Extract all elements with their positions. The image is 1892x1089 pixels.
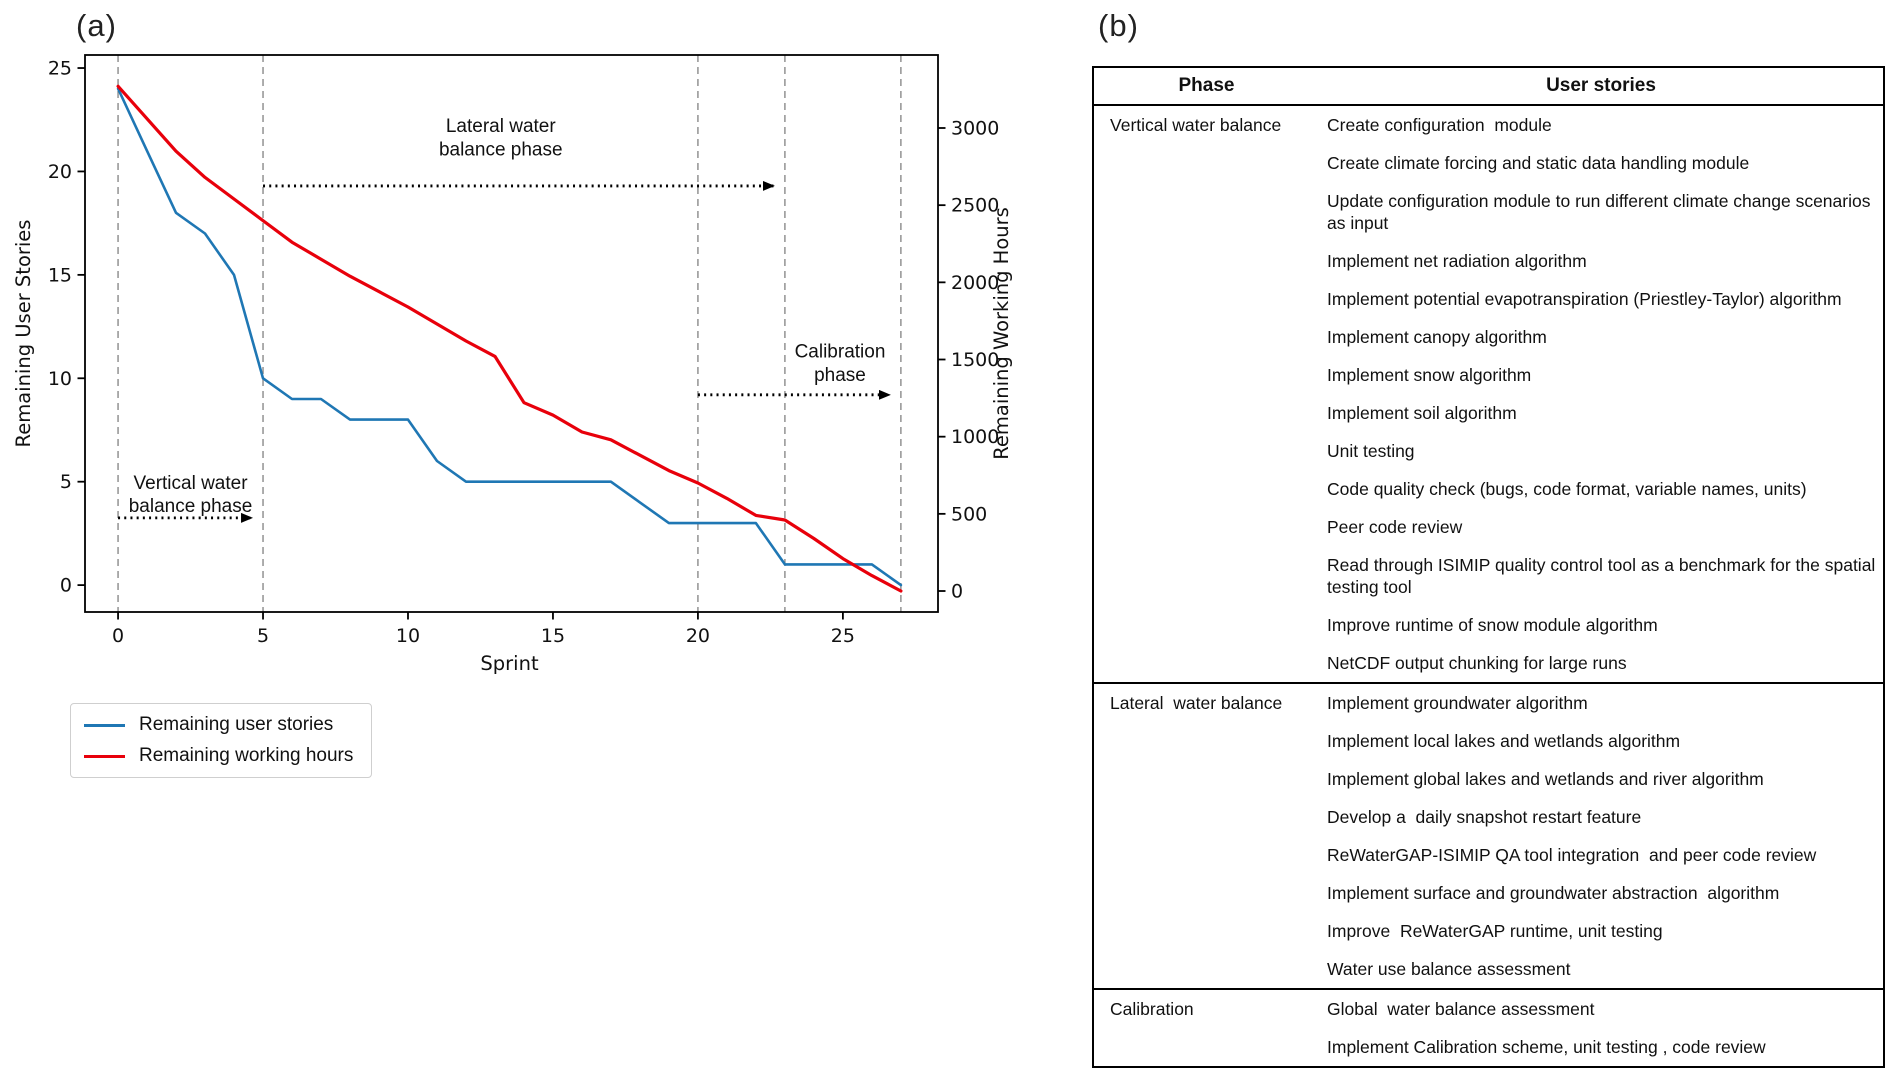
left-tick-label: 25	[47, 57, 72, 80]
chart-legend	[70, 703, 372, 778]
legend-label: Remaining user stories	[139, 714, 334, 735]
table-row	[1093, 912, 1884, 950]
legend-item	[84, 714, 353, 736]
story-cell: NetCDF output chunking for large runs	[1327, 653, 1627, 673]
table-row	[1093, 508, 1884, 546]
phase-cell	[1093, 722, 1319, 760]
right-tick-label: 2000	[951, 271, 1000, 294]
x-tick-label: 15	[540, 625, 566, 647]
phase-cell	[1093, 546, 1319, 606]
table-row	[1093, 280, 1884, 318]
x-tick-label: 25	[830, 625, 855, 647]
story-cell: Improve runtime of snow module algorithm	[1327, 615, 1658, 635]
story-cell: Create configuration module	[1319, 105, 1884, 144]
phase-cell	[1093, 394, 1319, 432]
table-row	[1093, 242, 1884, 280]
table-row	[1093, 356, 1884, 394]
x-tick-label: 20	[685, 625, 711, 647]
story-cell: Implement local lakes and wetlands algorithm	[1327, 731, 1681, 751]
x-axis-title: Sprint	[480, 652, 539, 675]
phase-cell	[1093, 470, 1319, 508]
phase-cell	[1093, 356, 1319, 394]
story-cell: Implement net radiation algorithm	[1327, 251, 1587, 271]
story-cell: Develop a daily snapshot restart feature	[1327, 807, 1642, 827]
table-row	[1093, 644, 1884, 683]
story-cell: Water use balance assessment	[1327, 959, 1571, 979]
story-cell: Improve ReWaterGAP runtime, unit testing	[1327, 921, 1663, 941]
story-cell: Implement surface and groundwater abstraction algorithm	[1327, 883, 1780, 903]
table-row	[1093, 606, 1884, 644]
story-cell: Implement soil algorithm	[1327, 403, 1517, 423]
phase-cell	[1093, 508, 1319, 546]
phase-cell	[1093, 836, 1319, 874]
left-tick-label: 0	[59, 574, 72, 597]
user-stories-table	[1092, 66, 1885, 1068]
table-row	[1093, 470, 1884, 508]
table-row	[1093, 182, 1884, 242]
table-row	[1093, 798, 1884, 836]
story-cell: Update configuration module to run different climate change scenarios as input	[1327, 191, 1876, 233]
phase-annotation-label: Calibration phase	[794, 341, 886, 386]
legend-line-swatch	[84, 755, 125, 758]
table-row	[1093, 950, 1884, 989]
table-row	[1093, 836, 1884, 874]
story-cell: Implement Calibration scheme, unit testing , code review	[1327, 1037, 1766, 1057]
phase-cell	[1093, 432, 1319, 470]
phase-annotation-label: Lateral water balance phase	[438, 116, 563, 161]
right-tick-label: 0	[951, 580, 964, 603]
story-cell: Implement snow algorithm	[1327, 365, 1532, 385]
phase-cell	[1093, 242, 1319, 280]
story-cell: Unit testing	[1327, 441, 1415, 461]
story-cell: Code quality check (bugs, code format, variable names, units)	[1327, 479, 1807, 499]
left-axis-title: Remaining User Stories	[12, 219, 35, 448]
table-row	[1093, 394, 1884, 432]
legend-line-swatch	[84, 724, 125, 727]
panel-b-label: (b)	[1098, 8, 1139, 43]
story-cell: ReWaterGAP-ISIMIP QA tool integration and peer code review	[1327, 845, 1817, 865]
phase-cell	[1093, 912, 1319, 950]
story-cell: Implement global lakes and wetlands and river algorithm	[1327, 769, 1764, 789]
left-tick-label: 5	[59, 471, 72, 494]
table-header-user-stories: User stories	[1319, 67, 1884, 105]
x-tick-label: 0	[112, 625, 125, 647]
phase-cell: Lateral water balance	[1093, 683, 1319, 722]
story-cell: Implement canopy algorithm	[1327, 327, 1547, 347]
table-row	[1093, 683, 1884, 722]
story-cell: Implement groundwater algorithm	[1319, 683, 1884, 722]
story-cell: Implement potential evapotranspiration (Priestley-Taylor) algorithm	[1327, 289, 1842, 309]
left-tick-label: 15	[47, 264, 72, 287]
phase-cell: Vertical water balance	[1093, 105, 1319, 144]
legend-label: Remaining working hours	[139, 745, 354, 766]
left-tick-label: 20	[47, 160, 72, 183]
right-tick-label: 1500	[951, 349, 1000, 372]
phase-annotation-label: Vertical water balance phase	[128, 472, 253, 518]
phase-cell	[1093, 606, 1319, 644]
phase-cell	[1093, 874, 1319, 912]
phase-cell	[1093, 1028, 1319, 1067]
table-row	[1093, 432, 1884, 470]
phase-cell	[1093, 644, 1319, 683]
table-row	[1093, 546, 1884, 606]
table-row	[1093, 722, 1884, 760]
phase-cell	[1093, 950, 1319, 989]
table-row	[1093, 1028, 1884, 1067]
story-cell: Read through ISIMIP quality control tool as a benchmark for the spatial testing tool	[1327, 555, 1881, 597]
table-row	[1093, 989, 1884, 1028]
legend-item	[84, 745, 353, 767]
table-row	[1093, 760, 1884, 798]
x-tick-label: 10	[395, 625, 421, 647]
table-row	[1093, 874, 1884, 912]
story-cell: Create climate forcing and static data handling module	[1327, 153, 1750, 173]
story-cell: Global water balance assessment	[1319, 989, 1884, 1028]
burndown-chart	[0, 0, 1060, 690]
phase-cell	[1093, 318, 1319, 356]
table-row	[1093, 318, 1884, 356]
x-tick-label: 5	[256, 625, 270, 647]
right-tick-label: 2500	[951, 194, 1000, 217]
table-row	[1093, 105, 1884, 144]
phase-cell	[1093, 144, 1319, 182]
phase-cell	[1093, 798, 1319, 836]
left-tick-label: 10	[47, 367, 72, 390]
right-axis-title: Remaining Working Hours	[990, 207, 1013, 460]
phase-cell	[1093, 182, 1319, 242]
table-header-row	[1093, 67, 1884, 105]
phase-cell	[1093, 280, 1319, 318]
right-tick-label: 1000	[951, 426, 1000, 449]
phase-cell: Calibration	[1093, 989, 1319, 1028]
panel-a-label: (a)	[76, 8, 117, 43]
right-tick-label: 500	[951, 503, 988, 526]
table-header-phase: Phase	[1093, 67, 1319, 105]
right-tick-label: 3000	[951, 117, 1000, 140]
phase-cell	[1093, 760, 1319, 798]
table-row	[1093, 144, 1884, 182]
story-cell: Peer code review	[1327, 517, 1463, 537]
